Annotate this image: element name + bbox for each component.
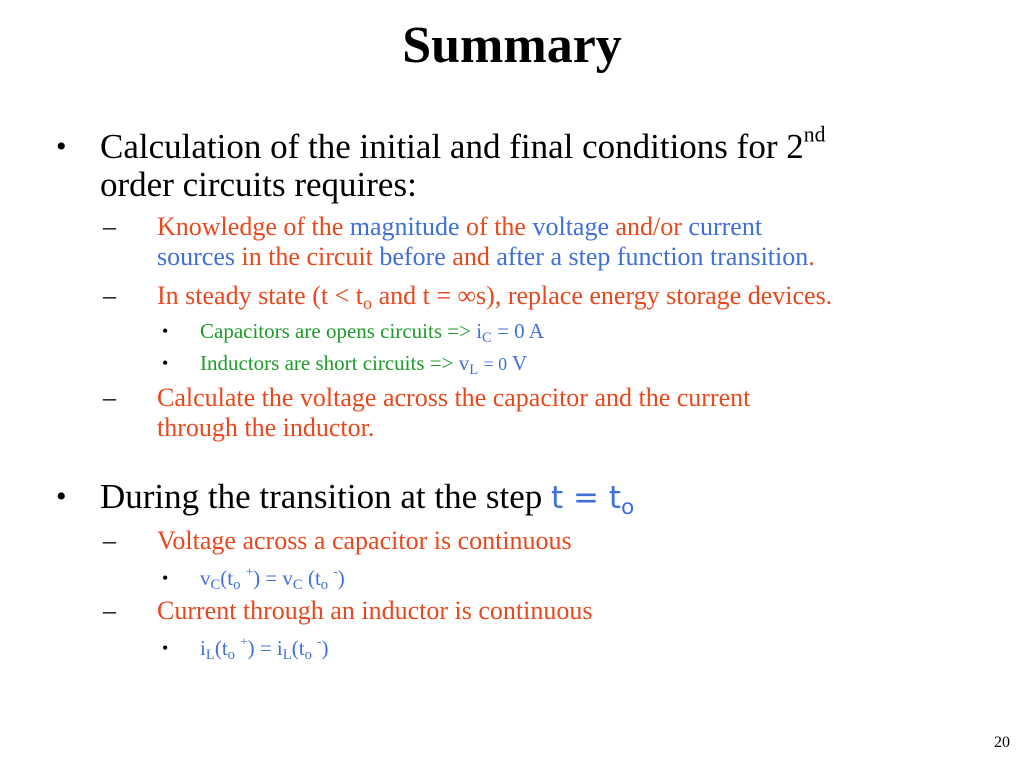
dash-marker: –	[103, 212, 116, 241]
dash-marker: –	[103, 281, 116, 310]
equation-text: t = t	[551, 480, 622, 516]
bullet-marker: •	[162, 321, 169, 341]
text-segment: )	[337, 566, 345, 590]
text-segment: before	[379, 242, 446, 271]
text-segment: In steady state (t < t	[157, 281, 363, 310]
bullet-marker: •	[162, 568, 169, 588]
text-segment: of the	[466, 212, 526, 241]
text-segment: Inductors are short circuits =>	[200, 351, 454, 375]
superscript: -	[317, 633, 322, 649]
dash-marker: –	[103, 526, 116, 555]
text-segment: sources	[157, 242, 235, 271]
text-segment: V	[511, 351, 528, 375]
bullet-marker: •	[162, 353, 169, 373]
text-segment: i	[476, 319, 483, 343]
text-segment: in the circuit	[241, 242, 373, 271]
page-number: 20	[994, 734, 1010, 751]
subbullet-voltage-continuous	[103, 526, 997, 556]
subscript: o	[320, 577, 329, 594]
subscript: C	[210, 577, 221, 594]
subsubbullet-vc-equation	[162, 563, 980, 594]
superscript: +	[245, 563, 254, 579]
text-segment: Calculate the voltage across the capacitor and the current	[157, 383, 751, 412]
subbullet-knowledge	[103, 212, 997, 272]
text-segment: v	[458, 351, 470, 375]
text-segment: and	[452, 242, 490, 271]
text-segment: Current through an inductor is continuous	[157, 596, 593, 625]
text-segment: )	[321, 636, 329, 660]
subsubbullet-capacitors	[162, 316, 980, 347]
bullet-text-line2: order circuits requires:	[100, 165, 417, 204]
superscript: +	[240, 633, 248, 649]
text-segment: (t	[291, 636, 305, 660]
bullet-marker: •	[162, 638, 169, 658]
subscript: o	[621, 495, 635, 521]
subscript: L	[469, 362, 479, 379]
subsubbullet-inductors	[162, 348, 980, 379]
text-segment: Voltage across a capacitor is continuous	[157, 526, 572, 555]
slide-title: Summary	[402, 17, 622, 74]
subbullet-current-continuous	[103, 596, 997, 626]
bullet-marker: •	[56, 130, 67, 163]
text-segment: magnitude	[349, 212, 460, 241]
text-segment: (t	[214, 636, 228, 660]
subbullet-calculate	[103, 383, 997, 443]
text-segment: (t	[307, 566, 321, 590]
text-segment: i	[200, 636, 206, 660]
text-segment: Capacitors are opens circuits =>	[200, 319, 471, 343]
bullet-marker: •	[56, 480, 67, 513]
bullet-initial-final-conditions	[56, 122, 980, 204]
text-segment: ) = v	[253, 566, 293, 590]
text-segment: and/or	[615, 212, 682, 241]
subscript: L	[205, 647, 215, 664]
text-segment: ) = i	[247, 636, 283, 660]
text-segment: through the inductor.	[157, 413, 375, 442]
text-segment: (t	[220, 566, 234, 590]
dash-marker: –	[103, 383, 116, 412]
subsubbullet-il-equation	[162, 633, 980, 664]
subscript: o	[227, 647, 235, 664]
subscript: C	[482, 330, 492, 347]
text-segment: voltage	[532, 212, 609, 241]
text-segment: .	[808, 242, 815, 271]
bullet-text: During the transition at the step	[100, 477, 543, 516]
text-segment: v	[200, 566, 211, 590]
subscript: o	[363, 293, 373, 314]
text-segment: = 0	[483, 354, 508, 374]
superscript: -	[333, 563, 338, 579]
subscript: o	[304, 647, 312, 664]
equation	[551, 480, 635, 521]
text-segment: = 0 A	[497, 319, 544, 343]
subscript: o	[233, 577, 241, 594]
text-segment: and t = ∞s), replace energy storage devices.	[378, 281, 833, 310]
dash-marker: –	[103, 596, 116, 625]
text-segment: a step function transition	[550, 242, 809, 271]
subbullet-steady-state	[103, 281, 997, 314]
text-segment: current	[688, 212, 763, 241]
text-segment: after	[496, 242, 544, 271]
superscript-nd: nd	[803, 122, 826, 147]
subscript: C	[292, 577, 303, 594]
bullet-text: Calculation of the initial and final conditions for 2	[100, 127, 804, 166]
text-segment: Knowledge of the	[157, 212, 344, 241]
bullet-transition	[56, 477, 980, 521]
subscript: L	[282, 647, 292, 664]
